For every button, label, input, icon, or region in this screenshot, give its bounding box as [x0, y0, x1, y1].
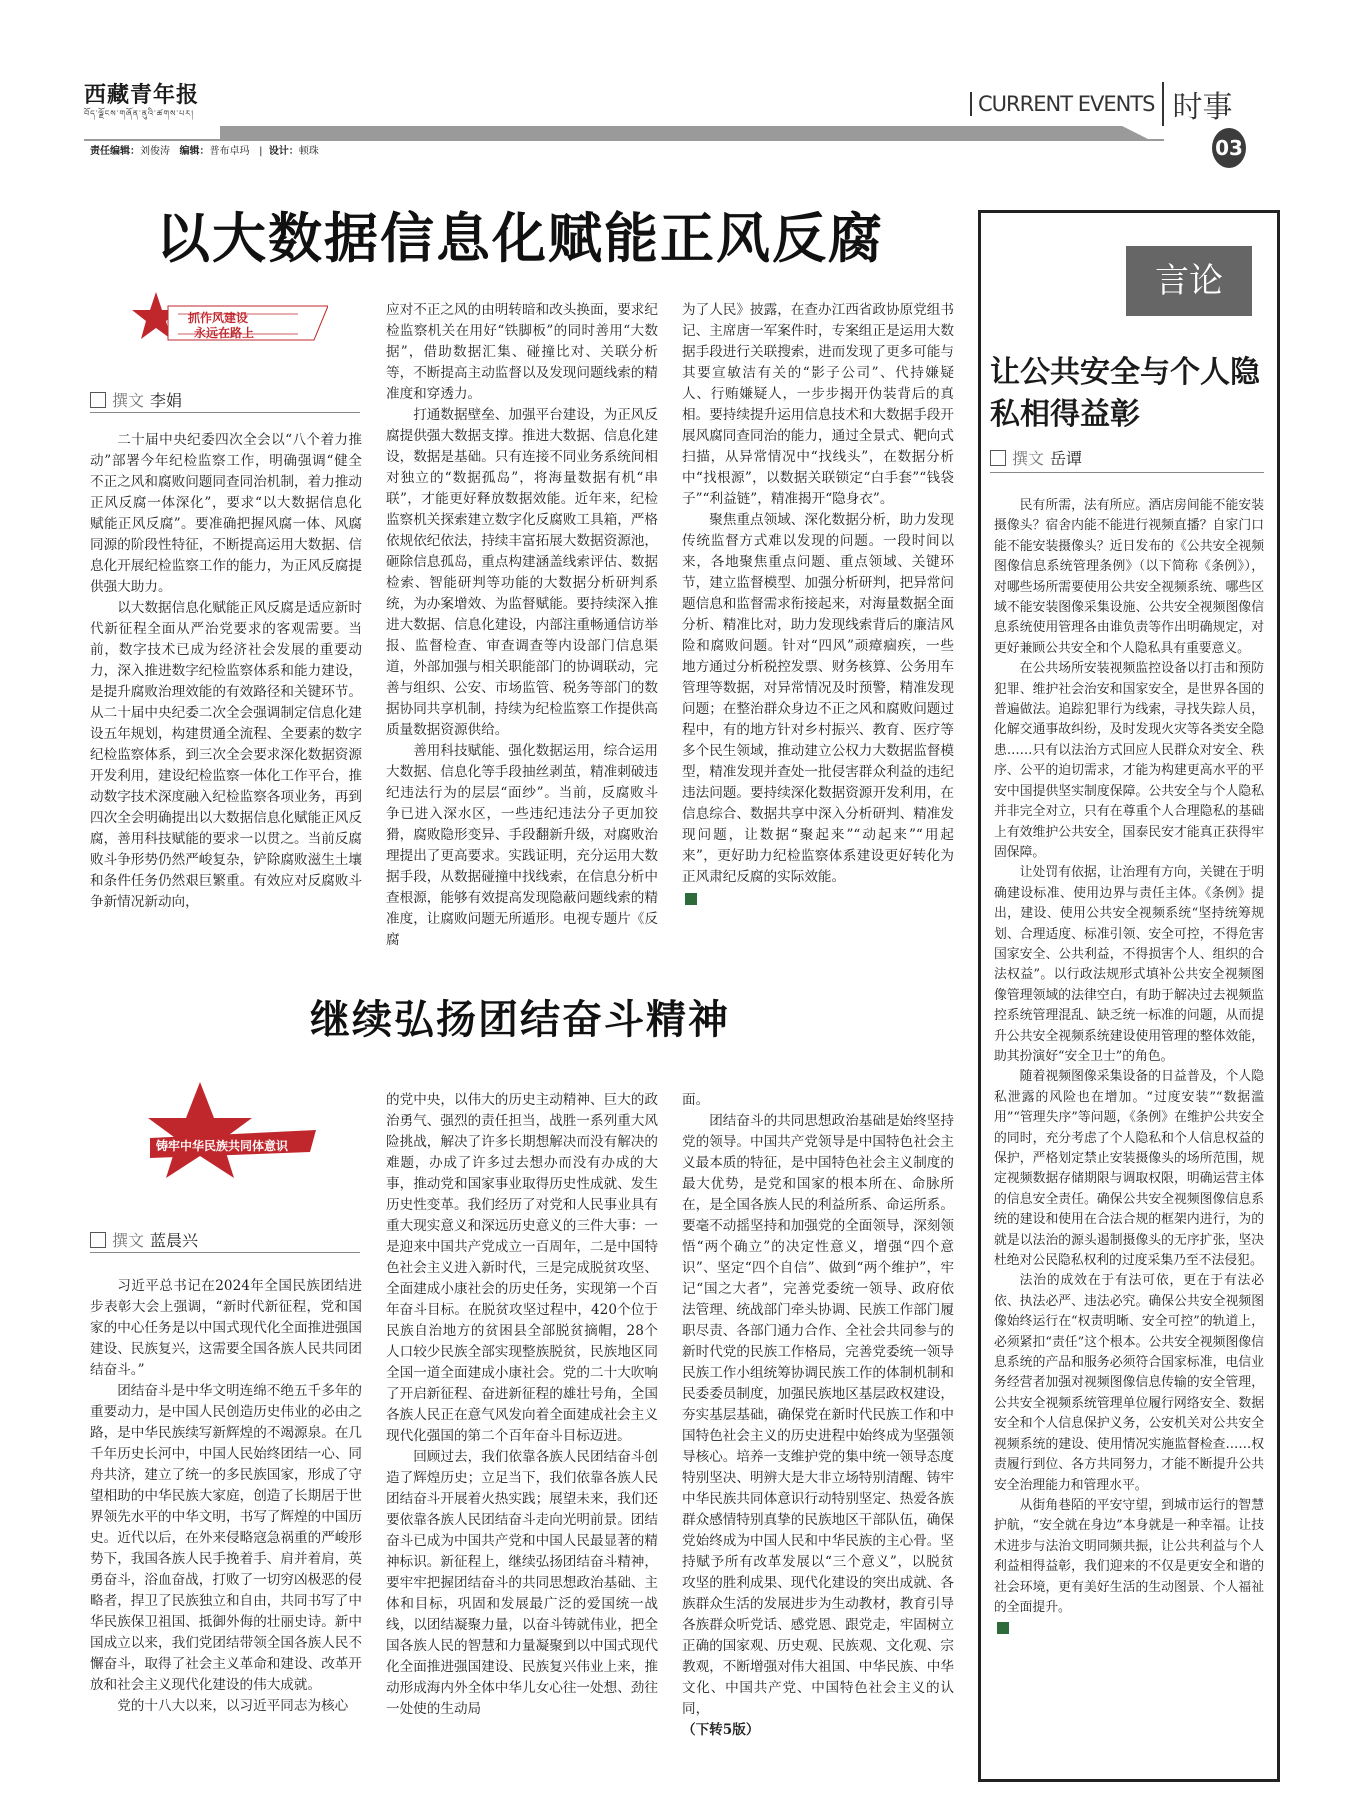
opinion-byline — [990, 446, 1260, 469]
author-name: 蓝晨兴 — [150, 1231, 199, 1250]
paragraph: 从街角巷陌的平安守望，到城市运行的智慧护航，“安全就在身边”本身就是一种幸福。让技术进步与法治文明同频共振，让公共利益与个人利益相得益彰，我们迎来的不仅是更安全和谐的社会环境，更有美好生活的生动图景、个人福祉的全面提升。 — [994, 1497, 1264, 1615]
chief-editor: 刘俊涛 — [140, 146, 170, 157]
author-name: 岳谭 — [1050, 449, 1083, 468]
paragraph: 回顾过去，我们依靠各族人民团结奋斗创造了辉煌历史；立足当下，我们依靠各族人民团结奋斗开展着火热实践；展望未来，我们还要依靠各族人民团结奋斗走向光明前景。团结奋斗已成为中国共产党和中国人民最显著的精神标识。新征程上，继续弘扬团结奋斗精神，要牢牢把握团结奋斗的共同思想政治基础、主体和目标，巩固和发展最广泛的爱国统一战线，以团结凝聚力量，以奋斗铸就伟业，把全国各族人民的智慧和力量凝聚到以中国式现代化全面推进强国建设、民族复兴伟业上来，推动形成海内外全体中华儿女心往一处想、劲往一处使的生动局 — [386, 1449, 658, 1717]
opinion-headline: 让公共安全与个人隐私相得益彰 — [990, 355, 1260, 432]
section-header — [970, 82, 1232, 126]
pen-icon — [990, 450, 1006, 466]
byline-label: 撰文 — [1012, 449, 1045, 468]
article1-byline — [90, 388, 360, 411]
paragraph: 为了人民》披露，在查办江西省政协原党组书记、主席唐一军案件时，专案组正是运用大数据手段进行关联搜索，进而发现了更多可能与其要宣敏洁有关的“影子公司”、代持嫌疑人、行贿嫌疑人，一步步揭开伪装背后的真相。要持续提升运用信息技术和大数据手段开展风腐同查同治的能力，通过全景式、靶向式扫描，从异常情况中“找线头”，在数据分析中“找根源”，以数据关联锁定“白手套”“钱袋子”“利益链”，精准揭开“隐身衣”。 — [682, 302, 954, 507]
editor-name: 普布卓玛 — [209, 146, 250, 157]
article2-column-3 — [682, 1090, 954, 1741]
paragraph: 民有所需，法有所应。酒店房间能不能安装摄像头？宿舍内能不能进行视频直播？自家门口能不能安装摄像头？近日发布的《公共安全视频图像信息系统管理条例》（以下简称《条例》），对哪些场所需要使用公共安全视频系统、哪些区域不能安装图像采集设施、公共安全视频图像信息系统使用管理各由谁负责等作出明确规定，对更好兼顾公共安全和个人隐私具有重要意义。 — [994, 498, 1264, 656]
header-rule-thin — [84, 139, 1164, 141]
badge1-line2: 永远在路上 — [194, 326, 255, 340]
opinion-tag: 言论 — [1126, 246, 1252, 316]
editor-label: 编辑： — [179, 146, 210, 157]
page-number: 03 — [1212, 128, 1246, 168]
design-label: 设计： — [268, 146, 299, 157]
paragraph: 法治的成效在于有法可依，更在于有法必依、执法必严、违法必究。确保公共安全视频图像始终运行在“权责明晰、安全可控”的轨道上，必须紧扣“责任”这个根本。公共安全视频图像信息系统的产品和服务必须符合国家标准，电信业务经营者加强对视频图像信息传输的安全管理，公共安全视频系统管理单位履行网络安全、数据安全和个人信息保护义务，公安机关对公共安全视频系统的建设、使用情况实施监督检查……权责履行到位、各方共同努力，才能不断提升公共安全治理能力和管理水平。 — [994, 1273, 1264, 1493]
paragraph: 的党中央，以伟大的历史主动精神、巨大的政治勇气、强烈的责任担当，战胜一系列重大风险挑战，解决了许多长期想解决而没有解决的难题，办成了许多过去想办而没有办成的大事，推动党和国家事业取得历史性成就、发生历史性变革。我们经历了对党和人民事业具有重大现实意义和深远历史意义的三件大事：一是迎来中国共产党成立一百周年，二是中国特色社会主义进入新时代，三是完成脱贫攻坚、全面建成小康社会的历史任务，实现第一个百年奋斗目标。在脱贫攻坚过程中，420个位于民族自治地方的贫困县全部脱贫摘帽，28个人口较少民族全部实现整族脱贫，民族地区同全国一道全面建成小康社会。党的二十大吹响了开启新征程、奋进新征程的雄壮号角，全国各族人民正在意气风发向着全面建成社会主义现代化强国的第二个百年奋斗目标迈进。 — [386, 1092, 658, 1444]
paragraph: 以大数据信息化赋能正风反腐是适应新时代新征程全面从严治党要求的客观需要。当前，数字技术已成为经济社会发展的重要动力，深入推进数字纪检监察体系和能力建设，是提升腐败治理效能的有效路径和关键环节。从二十届中央纪委二次全会强调制定信息化建设五年规划，构建贯通全流程、全要素的数字纪检监察体系，到三次全会要求深化数据资源开发利用，建设纪检监察一体化工作平台，推动数字技术深度融入纪检监察各项业务，再到四次全会明确提出以大数据信息化赋能正风反腐，善用科技赋能的要求一以贯之。当前反腐败斗争形势仍然严峻复杂，铲除腐败滋生土壤和条件任务仍然艰巨繁重。有效应对反腐败斗争新情况新动向， — [90, 600, 362, 910]
paragraph: 随着视频图像采集设备的日益普及，个人隐私泄露的风险也在增加。“过度安装”“数据滥用”“管理失序”等问题，《条例》在维护公共安全的同时，充分考虑了个人隐私和个人信息权益的保护，严格划定禁止安装摄像头的场所范围，规定视频数据存储期限与调取权限，明确运营主体的信息安全责任。确保公共安全视频图像信息系统的建设和使用在合法合规的框架内进行，为的就是以法治的源头遏制摄像头的无序扩张，坚决杜绝对公民隐私权利的过度采集乃至不法侵犯。 — [994, 1069, 1264, 1269]
article1-column-3 — [682, 300, 954, 909]
article2-column-2 — [386, 1090, 658, 1720]
byline-label: 撰文 — [112, 1231, 145, 1250]
article2-headline: 继续弘扬团结奋斗精神 — [310, 997, 730, 1043]
pen-icon — [90, 392, 106, 408]
paragraph: 团结奋斗的共同思想政治基础是始终坚持党的领导。中国共产党领导是中国特色社会主义最本质的特征，是中国特色社会主义制度的最大优势，是党和国家的根本所在、命脉所在，是全国各族人民的利益所系、命运所系。要毫不动摇坚持和加强党的全面领导，深刻领悟“两个确立”的决定性意义，增强“四个意识”、坚定“四个自信”、做到“两个维护”，牢记“国之大者”，完善党委统一领导、政府依法管理、统战部门牵头协调、民族工作部门履职尽责、各部门通力合作、全社会共同参与的新时代党的民族工作格局，完善党委统一领导民族工作小组统筹协调民族工作的体制机制和民委委员制度，加强民族地区基层政权建设，夯实基层基础，确保党在新时代民族工作和中国特色社会主义的历史进程中始终成为坚强领导核心。培养一支维护党的集中统一领导态度特别坚决、明辨大是大非立场特别清醒、铸牢中华民族共同体意识行动特别坚定、热爱各族群众感情特别真挚的民族地区干部队伍，确保党始终成为中国人民和中华民族的主心骨。坚持赋予所有改革发展以“三个意义”，以脱贫攻坚的胜利成果、现代化建设的突出成就、各族群众生活的发展进步为生动教材，教育引导各族群众听党话、感党恩、跟党走，牢固树立正确的国家观、历史观、民族观、文化观、宗教观，不断增强对伟大祖国、中华民族、中华文化、中国共产党、中国特色社会主义的认同， — [682, 1113, 954, 1717]
author-name: 李娟 — [150, 391, 183, 410]
article1-column-2 — [386, 300, 658, 951]
continued-note: （下转5版） — [682, 1722, 760, 1738]
paragraph: 应对不正之风的由明转暗和改头换面，要求纪检监察机关在用好“铁脚板”的同时善用“大数据”，借助数据汇集、碰撞比对、关联分析等，不断提高主动监督以及发现问题线索的精准度和穿透力。 — [386, 302, 658, 402]
badge2-text: 铸牢中华民族共同体意识 — [156, 1139, 289, 1153]
paragraph: 善用科技赋能、强化数据运用，综合运用大数据、信息化等手段抽丝剥茧，精准刺破违纪违法行为的层层“面纱”。当前，反腐败斗争已进入深水区，一些违纪违法分子更加狡猾，腐败隐形变异、手段翻新升级，对腐败治理提出了更高要求。实践证明，充分运用大数据手段，从数据碰撞中找线索，在信息分析中查根源，能够有效提高发现隐蔽问题线索的精准度，让腐败问题无所遁形。电视专题片《反腐 — [386, 743, 658, 948]
masthead-tibetan: བོད་ལྗོངས་གཞོན་ནུའི་ཚགས་པར། — [84, 109, 194, 118]
paragraph: 习近平总书记在2024年全国民族团结进步表彰大会上强调，“新时代新征程，党和国家的中心任务是以中国式现代化全面推进强国建设、民族复兴，这需要全国各族人民共同团结奋斗。” — [90, 1278, 362, 1378]
chief-editor-label: 责任编辑： — [90, 146, 140, 157]
end-mark-icon — [685, 893, 697, 905]
article1-column-1 — [90, 430, 362, 913]
paragraph: 党的十八大以来，以习近平同志为核心 — [117, 1698, 349, 1714]
byline-label: 撰文 — [112, 391, 145, 410]
byline-rule — [90, 1252, 360, 1253]
article1-headline: 以大数据信息化赋能正风反腐 — [156, 207, 884, 270]
paragraph: 打通数据壁垒、加强平台建设，为正风反腐提供强大数据支撑。推进大数据、信息化建设，数据是基础。只有连接不同业务系统间相对独立的“数据孤岛”，将海量数据有机“串联”，才能更好释放数据效能。近年来，纪检监察机关探索建立数字化反腐败工具箱，严格依规依纪依法，持续丰富拓展大数据资源池，砸除信息孤岛，重点构建涵盖线索评估、数据检索、智能研判等功能的大数据分析研判系统，为办案增效、为监督赋能。要持续深入推进大数据、信息化建设，内部注重畅通信访举报、监督检查、审查调查等内设部门信息渠道，外部加强与相关职能部门的协调联动，完善与组织、公安、市场监管、税务等部门的数据协同共享机制，持续为纪检监察工作提供高质量数据资源供给。 — [386, 407, 658, 738]
paragraph: 在公共场所安装视频监控设备以打击和预防犯罪、维护社会治安和国家安全，是世界各国的普遍做法。追踪犯罪行为线索，寻找失踪人员，化解交通事故纠纷，及时发现火灾等各类安全隐患……只有以法治方式回应人民群众对安全、秩序、公平的迫切需求，才能为构建更高水平的平安中国提供坚实制度保障。公共安全与个人隐私并非完全对立，只有在尊重个人合理隐私的基础上有效维护公共安全，国泰民安才能真正获得牢固保障。 — [994, 661, 1264, 860]
opinion-body — [994, 496, 1264, 1639]
designer-name: 顿珠 — [298, 146, 319, 157]
paragraph: 二十届中央纪委四次全会以“八个着力推动”部署今年纪检监察工作，明确强调“健全不正之风和腐败问题同查同治机制，着力推动正风反腐一体深化”，要求“以大数据信息化赋能正风反腐”。要准确把握风腐一体、风腐同源的阶段性特征，不断提高运用大数据、信息化开展纪检监察工作的能力，为正风反腐提供强大助力。 — [90, 432, 362, 595]
masthead-title: 西藏青年报 — [84, 82, 200, 108]
byline-rule — [990, 472, 1264, 473]
editor-credits: 责任编辑：刘俊涛 编辑：普布卓玛 | 设计：顿珠 — [90, 146, 319, 157]
section-chinese: 时事 — [1162, 82, 1232, 126]
paragraph: 面。 — [682, 1092, 710, 1108]
paragraph: 聚焦重点领域、深化数据分析，助力发现传统监督方式难以发现的问题。一段时间以来，各地聚焦重点问题、重点领域、关键环节，建立监督模型、加强分析研判，把异常问题信息和监督需求衔接起来，对海量数据全面分析、精准比对，助力发现线索背后的廉洁风险和腐败问题。针对“四风”顽瘴痼疾，一些地方通过分析税控发票、财务核算、公务用车管理等数据，对异常情况及时预警，精准发现问题；在整治群众身边不正之风和腐败问题过程中，有的地方针对乡村振兴、教育、医疗等多个民生领域，推动建立公权力大数据监督模型，精准发现并查处一批侵害群众利益的违纪违法问题。要持续深化数据资源开发利用，在信息综合、数据共享中深入分析研判、精准发现问题，让数据“聚起来”“动起来”“用起来”，更好助力纪检监察体系建设更好转化为正风肃纪反腐的实际效能。 — [682, 512, 954, 885]
article2-byline — [90, 1228, 360, 1251]
section-english: CURRENT EVENTS — [970, 92, 1154, 116]
end-mark-icon — [997, 1622, 1009, 1634]
paragraph: 让处罚有依据，让治理有方向，关键在于明确建设标准、使用边界与责任主体。《条例》提出，建设、使用公共安全视频系统“坚持统筹规划、合理适度、标准引领、安全可控，不得危害国家安全、公共利益，不得损害个人、组织的合法权益”。以行政法规形式填补公共安全视频图像管理领域的法律空白，有助于解决过去视频监控系统管理混乱、缺乏统一标准的问题，从而提升公共安全视频系统建设使用管理的整体效能，助其扮演好“安全卫士”的角色。 — [994, 865, 1264, 1064]
header-rule — [220, 126, 1150, 140]
star-badge-icon — [128, 288, 328, 348]
byline-rule — [90, 412, 360, 413]
badge1-line1: 抓作风建设 — [188, 311, 249, 325]
star-badge-icon — [140, 1078, 320, 1198]
article2-column-1 — [90, 1276, 362, 1717]
pen-icon — [90, 1232, 106, 1248]
paragraph: 团结奋斗是中华文明连绵不绝五千多年的重要动力，是中国人民创造历史伟业的必由之路，是中华民族续写新辉煌的不竭源泉。在几千年历史长河中，中国人民始终团结一心、同舟共济，建立了统一的多民族国家，形成了守望相助的中华民族大家庭，创造了长期居于世界领先水平的中华文明，书写了辉煌的中国历史。近代以后，在外来侵略寇急祸重的严峻形势下，我国各族人民手挽着手、肩并着肩，英勇奋斗，浴血奋战，打败了一切穷凶极恶的侵略者，捍卫了民族独立和自由，共同书写了中华民族保卫祖国、抵御外侮的壮丽史诗。新中国成立以来，我们党团结带领全国各族人民不懈奋斗，取得了社会主义革命和建设、改革开放和社会主义现代化建设的伟大成就。 — [90, 1383, 362, 1693]
